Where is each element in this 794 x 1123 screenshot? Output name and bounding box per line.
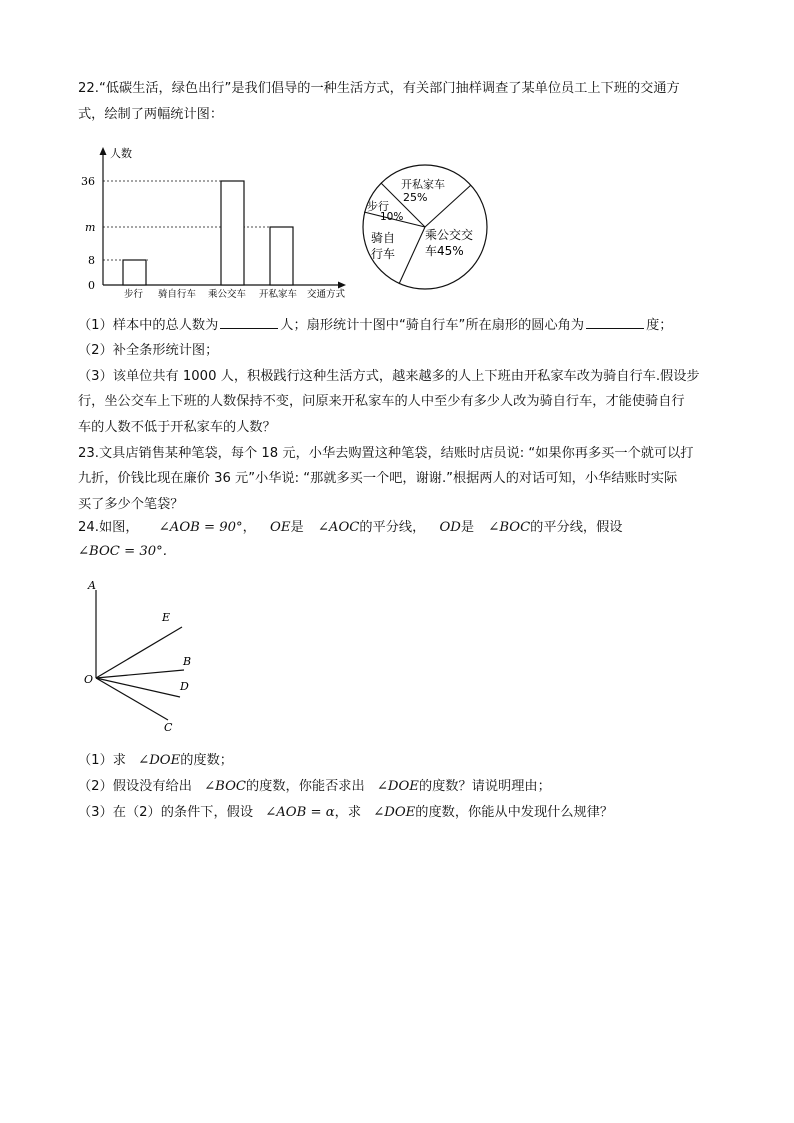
q24-line1 [78, 519, 622, 537]
q24-sub1-text-c: 的度数； [180, 753, 233, 768]
pie-chart [355, 160, 495, 300]
y-axis-label: 人数 [110, 147, 132, 160]
q24-sub3-text-a: （3）在（2）的条件下，假设 [78, 805, 254, 820]
y-tick-36: 36 [81, 175, 95, 188]
math-oe: OE [270, 520, 291, 535]
q22-line2: 式，绘制了两幅统计图： [78, 107, 224, 122]
y-tick-0: 0 [88, 279, 95, 292]
math-doe: ∠DOE [373, 805, 416, 820]
point-c-label: C [164, 721, 173, 734]
bar-walk [123, 260, 146, 285]
q24-sub1 [78, 752, 233, 770]
x-axis-label: 交通方式 [307, 289, 346, 300]
y-tick-m: m [85, 221, 96, 234]
q24-text-i: 是 [460, 520, 475, 535]
pie-label-walk: 步行 [367, 200, 389, 213]
q24-sub2-text-c: 的度数，你能否求出 [245, 779, 365, 794]
x-label-walk: 步行 [124, 289, 144, 300]
point-e-label: E [162, 611, 171, 624]
math-doe: ∠DOE [138, 753, 181, 768]
y-tick-8: 8 [88, 254, 95, 267]
pie-label-car: 开私家车 [401, 178, 445, 191]
q24-text-k: 的平分线，假设 [530, 520, 623, 535]
q24-text-a: 24.如图， [78, 520, 139, 535]
math-doe: ∠DOE [376, 779, 419, 794]
bar-car [270, 227, 293, 285]
pie-label-bike-2: 行车 [371, 247, 396, 261]
q23-line3: 买了多少个笔袋？ [78, 497, 184, 512]
pie-pct-walk: 10% [380, 211, 404, 223]
pie-pct-car: 25% [403, 191, 428, 204]
q23-line2: 九折，价钱比现在廉价 36 元”小华说: “那就多买一个吧，谢谢.”根据两人的对话可知，小华结账时实际 [78, 471, 678, 486]
q24-sub2-text-a: （2）假设没有给出 [78, 779, 192, 794]
q22-sub1-text-b: 人；扇形统计十图中“骑自行车”所在扇形的圆心角为 [280, 318, 585, 333]
x-label-bike: 骑自行车 [158, 289, 197, 300]
math-aob-alpha: ∠AOB = α [265, 805, 335, 820]
q23-line1: 23.文具店销售某种笔袋，每个 18 元，小华去购置这种笔袋，结账时店员说: “如果你再多买一个就可以打 [78, 446, 694, 461]
bar-bus [221, 181, 244, 285]
q24-line2: ∠BOC = 30°. [78, 544, 167, 559]
q22-sub1 [78, 316, 672, 335]
q24-sub2-text-e: 的度数？请说明理由； [418, 779, 551, 794]
q22-sub2: （2）补全条形统计图； [78, 343, 219, 358]
math-od: OD [439, 520, 461, 535]
point-b-label: B [183, 655, 192, 668]
q24-sub3-text-e: 的度数，你能从中发现什么规律？ [415, 805, 614, 820]
q24-sub1-text-a: （1）求 [78, 753, 126, 768]
q22-sub1-text-c: 度； [646, 318, 673, 333]
q22-sub3-line2: 行，坐公交车上下班的人数保持不变，问原来开私家车的人中至少有多少人改为骑自行车，才能使骑自行 [78, 394, 685, 409]
pie-label-bus-2: 车45% [425, 244, 464, 258]
q24-text-c: ， [242, 520, 256, 535]
math-boc: ∠BOC [488, 520, 531, 535]
point-a-label: A [88, 579, 96, 592]
pie-label-bike-1: 骑自 [371, 231, 396, 245]
point-o-label: O [84, 673, 94, 686]
answer-blank-total[interactable] [220, 316, 278, 329]
q22-sub3-line1: （3）该单位共有 1000 人，积极践行这种生活方式，越来越多的人上下班由开私家车改为骑自行车.假设步 [78, 369, 700, 384]
q24-sub3 [78, 804, 613, 822]
pie-label-bus-1: 乘公交交 [425, 228, 474, 242]
math-aob: ∠AOB = 90° [158, 520, 243, 535]
q24-text-g: 的平分线， [359, 520, 426, 535]
q24-sub3-text-c: ，求 [334, 805, 362, 820]
point-d-label: D [180, 680, 189, 693]
q24-text-e: 是 [290, 520, 304, 535]
q22-sub3-line3: 车的人数不低于开私家车的人数？ [78, 420, 276, 435]
answer-blank-angle[interactable] [586, 316, 644, 329]
q22-line1: 22.“低碳生活，绿色出行”是我们倡导的一种生活方式，有关部门抽样调查了某单位员工上下班的交通方 [78, 81, 680, 96]
angle-figure [80, 575, 210, 740]
bar-chart [78, 145, 368, 300]
x-label-bus: 乘公交车 [208, 289, 247, 300]
q22-sub1-text-a: （1）样本中的总人数为 [78, 318, 219, 333]
math-boc: ∠BOC [204, 779, 246, 794]
x-label-car: 开私家车 [259, 289, 298, 300]
math-aoc: ∠AOC [317, 520, 360, 535]
q24-sub2 [78, 778, 551, 796]
